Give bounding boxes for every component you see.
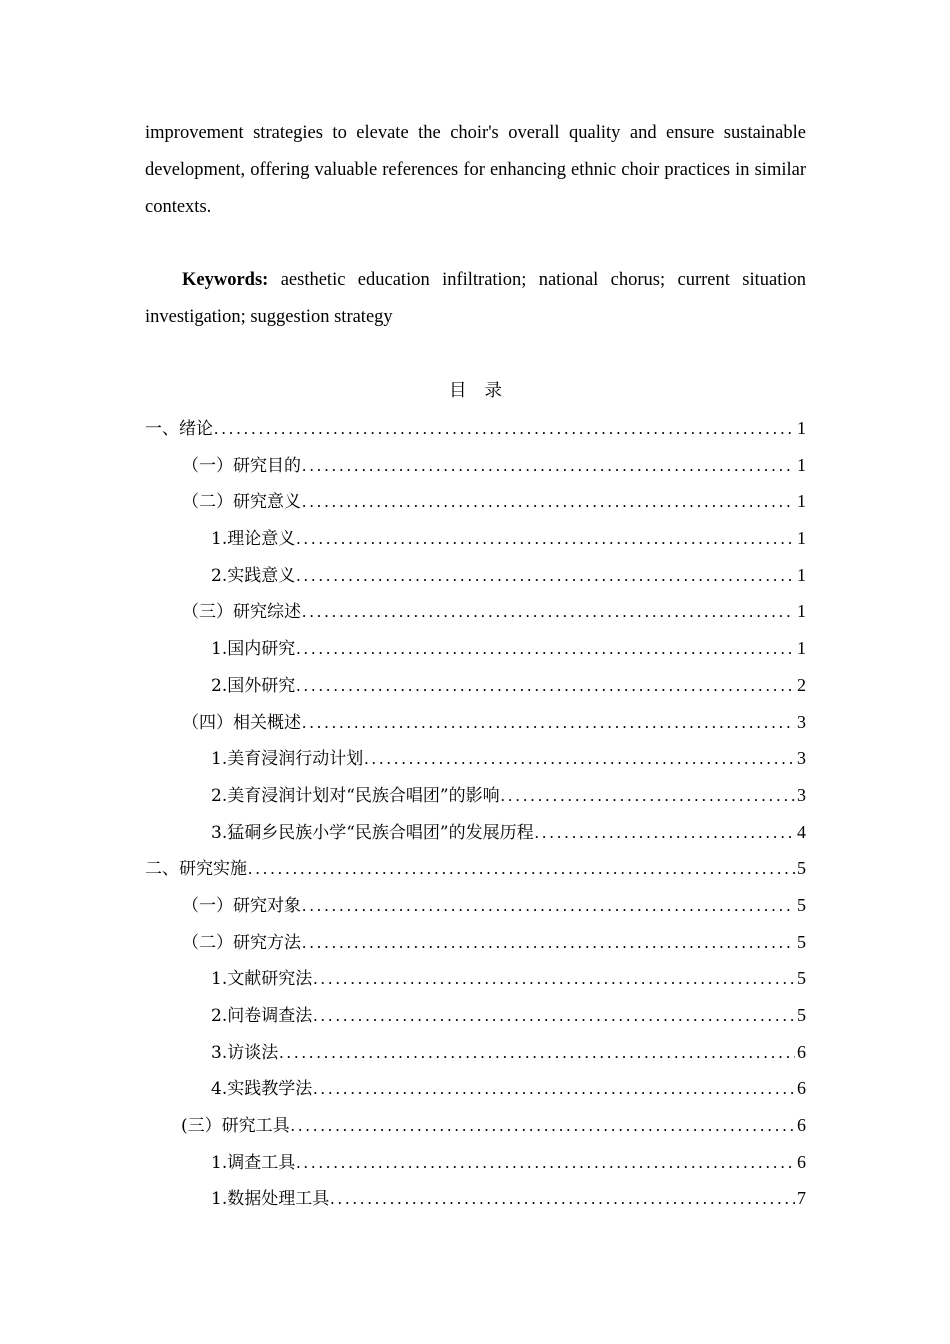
toc-entry-page-number: 5 <box>797 968 806 989</box>
toc-entry-page-number: 5 <box>797 931 806 952</box>
toc-entry[interactable] <box>145 887 806 924</box>
toc-dot-leader <box>295 558 795 595</box>
toc-entry-page-number: 7 <box>797 1188 806 1209</box>
toc-entry-label: 1.数据处理工具 <box>211 1189 330 1210</box>
toc-dot-leader <box>329 1181 795 1218</box>
toc-entry-page-number: 3 <box>797 784 806 805</box>
toc-dot-leader <box>500 778 795 815</box>
toc-entry-page-number: 1 <box>797 638 806 659</box>
toc-entry[interactable] <box>145 1107 806 1144</box>
table-of-contents <box>145 410 806 1217</box>
toc-entry-label: 3.猛硐乡民族小学“民族合唱团”的发展历程 <box>211 822 534 843</box>
toc-dot-leader <box>301 448 795 485</box>
toc-entry[interactable] <box>145 1144 806 1181</box>
toc-dot-leader <box>295 521 795 558</box>
toc-entry-label: 3.访谈法 <box>211 1042 279 1063</box>
toc-title: 目录 <box>449 381 520 401</box>
keywords-text: aesthetic education infiltration; national chorus; current situation investigation; suggestion strategy <box>145 270 806 327</box>
toc-entry-page-number: 6 <box>797 1078 806 1099</box>
toc-dot-leader <box>312 998 795 1035</box>
toc-dot-leader <box>278 1035 795 1072</box>
toc-entry-page-number: 2 <box>797 674 806 695</box>
toc-dot-leader <box>363 741 795 778</box>
toc-entry-label: 2.实践意义 <box>211 565 296 586</box>
toc-entry[interactable] <box>145 924 806 961</box>
toc-dot-leader <box>213 411 795 448</box>
toc-dot-leader <box>295 668 795 705</box>
toc-entry-page-number: 1 <box>797 418 806 438</box>
toc-entry-label: 2.问卷调查法 <box>211 1006 313 1026</box>
toc-entry[interactable] <box>145 997 806 1034</box>
toc-dot-leader <box>312 961 795 998</box>
toc-entry-page-number: 6 <box>797 1041 806 1062</box>
toc-entry-label: 1.美育浸润行动计划 <box>211 749 364 770</box>
toc-entry-page-number: 1 <box>797 454 806 475</box>
toc-entry[interactable] <box>145 777 806 814</box>
toc-entry[interactable] <box>145 960 806 997</box>
toc-entry-page-number: 1 <box>797 491 806 512</box>
toc-entry-page-number: 5 <box>797 858 806 879</box>
toc-entry[interactable] <box>145 667 806 704</box>
toc-entry[interactable] <box>145 447 806 484</box>
toc-dot-leader <box>295 1145 795 1182</box>
toc-entry[interactable] <box>145 483 806 520</box>
toc-entry-label: （二）研究方法 <box>182 932 301 953</box>
toc-dot-leader <box>301 594 795 631</box>
toc-entry-label: （二）研究意义 <box>182 492 301 513</box>
toc-entry-page-number: 1 <box>797 528 806 549</box>
toc-entry-label: （四）相关概述 <box>182 712 301 733</box>
toc-entry-page-number: 1 <box>797 601 806 622</box>
toc-entry[interactable] <box>145 520 806 557</box>
toc-entry-label: 2.美育浸润计划对“民族合唱团”的影响 <box>211 785 500 806</box>
toc-entry-page-number: 3 <box>797 711 806 732</box>
toc-dot-leader <box>312 1071 795 1108</box>
keywords-label: Keywords: <box>182 270 269 290</box>
abstract-paragraph: improvement strategies to elevate the choir's overall quality and ensure sustainable development, offering valuable references for enhancing ethnic choir practices in similar contexts. <box>145 123 806 217</box>
toc-entry-label: （一）研究对象 <box>182 895 301 916</box>
toc-entry[interactable] <box>145 630 806 667</box>
toc-dot-leader <box>295 631 795 668</box>
toc-entry-page-number: 5 <box>797 1005 806 1025</box>
toc-entry-label: 1.理论意义 <box>211 529 296 550</box>
toc-entry[interactable] <box>145 593 806 630</box>
toc-entry-label: 1.文献研究法 <box>211 969 313 990</box>
toc-entry[interactable] <box>145 850 806 887</box>
toc-entry[interactable] <box>145 557 806 594</box>
toc-dot-leader <box>301 705 795 742</box>
toc-entry[interactable] <box>145 410 806 447</box>
toc-entry[interactable] <box>145 1034 806 1071</box>
keywords-paragraph <box>145 262 806 336</box>
toc-entry[interactable] <box>145 740 806 777</box>
toc-entry-label: （三）研究综述 <box>182 602 301 623</box>
toc-entry[interactable] <box>145 814 806 851</box>
toc-dot-leader <box>301 925 795 962</box>
toc-dot-leader <box>247 851 795 888</box>
toc-dot-leader <box>534 815 795 852</box>
toc-entry-label: 2.国外研究 <box>211 675 296 696</box>
toc-entry-label: 1.调查工具 <box>211 1152 296 1173</box>
toc-entry-label: 4.实践教学法 <box>211 1079 313 1100</box>
toc-entry-page-number: 3 <box>797 748 806 769</box>
toc-entry[interactable] <box>145 1070 806 1107</box>
toc-entry[interactable] <box>145 1180 806 1217</box>
toc-entry-page-number: 6 <box>797 1151 806 1172</box>
toc-entry[interactable] <box>145 704 806 741</box>
toc-entry-label: （一）研究目的 <box>182 455 301 476</box>
toc-entry-label: (三）研究工具 <box>181 1116 290 1137</box>
toc-entry-label: 一、绪论 <box>145 419 213 439</box>
toc-entry-page-number: 1 <box>797 564 806 585</box>
toc-entry-label: 1.国内研究 <box>211 639 296 660</box>
toc-entry-page-number: 5 <box>797 894 806 915</box>
toc-dot-leader <box>301 888 795 925</box>
toc-entry-label: 二、研究实施 <box>145 859 247 880</box>
toc-entry-page-number: 4 <box>797 821 806 842</box>
toc-entry-page-number: 6 <box>797 1115 806 1136</box>
toc-dot-leader <box>290 1108 795 1145</box>
toc-dot-leader <box>301 484 795 521</box>
